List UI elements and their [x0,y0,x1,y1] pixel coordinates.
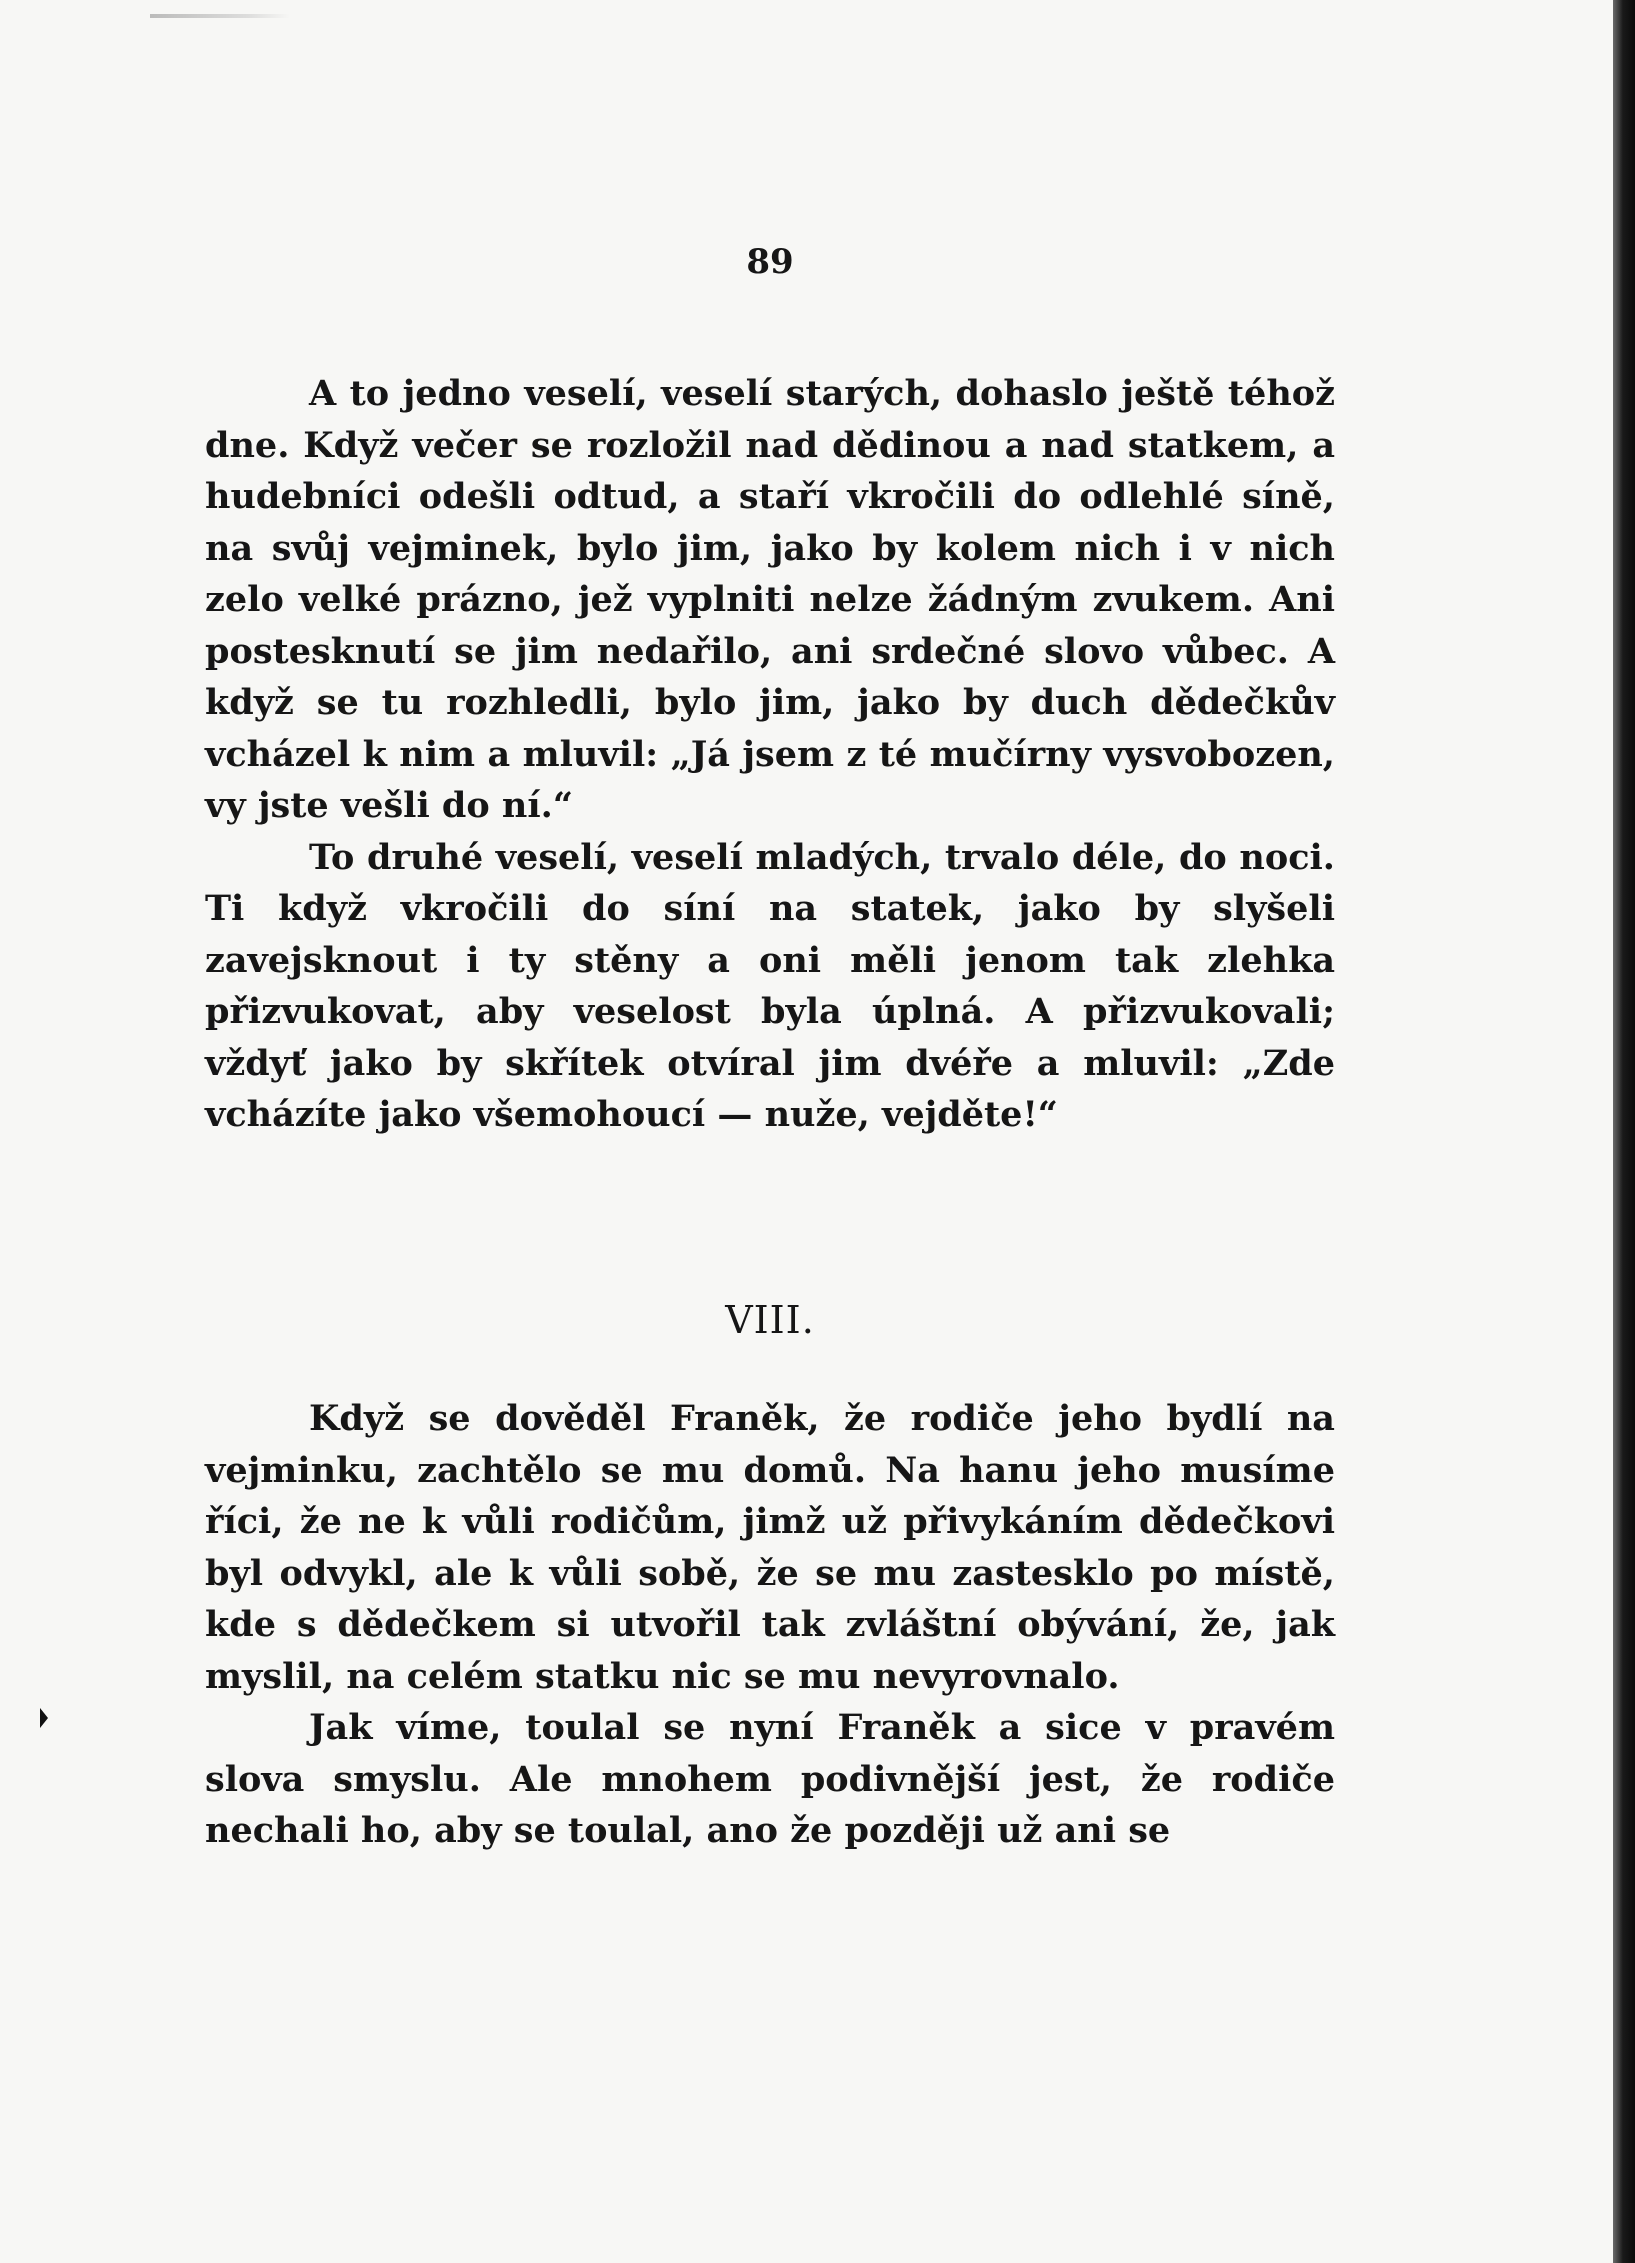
chapter-heading: VIII. [725,1298,815,1342]
paragraph: Když se dověděl Franěk, že rodiče jeho bydlí na vejminku, zachtělo se mu domů. Na hanu jeho musíme říci, že ne k vůli rodičům, jimž už přivykáním dědečkovi byl odvykl, ale k vůli sobě, že se mu zastesklo po místě, kde s dědečkem si utvořil tak zvláštní obývání, že, jak myslil, na celém statku nic se mu nevyrovnalo. [205,1398,1335,1697]
paragraph: Jak víme, toulal se nyní Franěk a sice v pravém slova smyslu. Ale mnohem podivnější jest, že rodiče nechali ho, aby se toulal, ano že později už ani se [205,1707,1335,1851]
scan-right-edge-shadow [1613,0,1635,2263]
scan-left-margin-mark [40,1708,48,1728]
section-one-text [205,368,1335,1141]
section-two-text [205,1393,1335,1857]
page-number: 89 [746,242,794,282]
paragraph: A to jedno veselí, veselí starých, dohaslo ještě téhož dne. Když večer se rozložil nad dědinou a nad statkem, a hudebníci odešli odtud, a staří vkročili do odlehlé síně, na svůj vejminek, bylo jim, jako by kolem nich i v nich zelo velké prázno, jež vyplniti nelze žádným zvukem. Ani postesknutí se jim nedařilo, ani srdečné slovo vůbec. A když se tu rozhledli, bylo jim, jako by duch dědečkův vcházel k nim a mluvil: „Já jsem z té mučírny vysvobozen, vy jste vešli do ní.“ [205,373,1335,826]
paragraph: To druhé veselí, veselí mladých, trvalo déle, do noci. Ti když vkročili do síní na statek, jako by slyšeli zavejsknout i ty stěny a oni měli jenom tak zlehka přizvukovat, aby veselost byla úplná. A přizvukovali; vždyť jako by skřítek otvíral jim dvéře a mluvil: „Zde vcházíte jako všemohoucí — nuže, vejděte!“ [205,836,1335,1135]
scan-top-edge-mark [150,14,290,18]
